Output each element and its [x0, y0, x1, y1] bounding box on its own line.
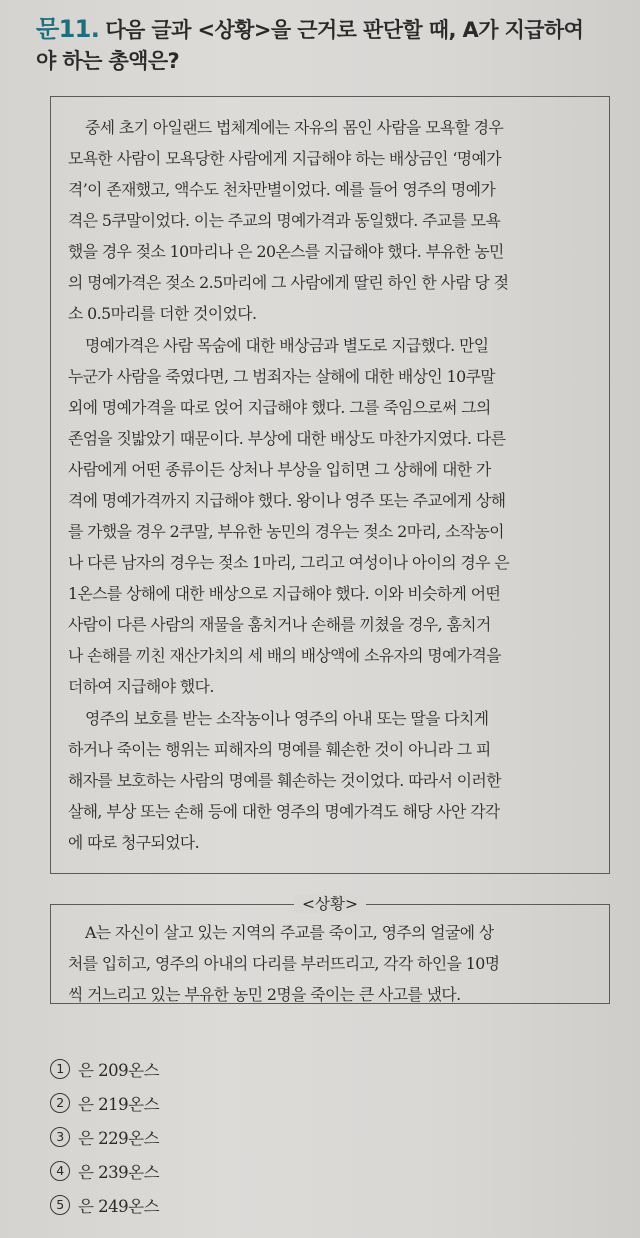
choice-2[interactable]	[50, 1086, 350, 1120]
passage-line: 1온스를 상해에 대한 배상으로 지급해야 했다. 이와 비슷하게 어떤	[68, 584, 501, 603]
choice-text: 은 229온스	[78, 1129, 160, 1148]
choice-number: 3	[50, 1127, 70, 1147]
passage-line: 외에 명예가격을 따로 얹어 지급해야 했다. 그를 죽임으로써 그의	[68, 398, 491, 417]
passage-line: 해자를 보호하는 사람의 명예를 훼손하는 것이었다. 따라서 이러한	[68, 771, 501, 790]
answer-choices	[50, 1052, 350, 1222]
passage-line: 격’이 존재했고, 액수도 천차만별이었다. 예를 들어 영주의 명예가	[68, 180, 496, 199]
choice-5[interactable]	[50, 1188, 350, 1222]
choice-number: 1	[50, 1059, 70, 1079]
question-header	[36, 14, 626, 77]
situation-line: 씩 거느리고 있는 부유한 농민 2명을 죽이는 큰 사고를 냈다.	[68, 985, 461, 1004]
passage-line: 소 0.5마리를 더한 것이었다.	[68, 304, 257, 323]
passage-line: 하거나 죽이는 행위는 피해자의 명예를 훼손한 것이 아니라 그 피	[68, 740, 491, 759]
situation-line: 처를 입히고, 영주의 아내의 다리를 부러뜨리고, 각각 하인을 10명	[68, 954, 500, 973]
passage-line: 의 명예가격은 젖소 2.5마리에 그 사람에게 딸린 하인 한 사람 당 젖	[68, 273, 509, 292]
passage-line: 더하여 지급해야 했다.	[68, 677, 214, 696]
choice-number: 5	[50, 1195, 70, 1215]
passage-line: 격은 5쿠말이었다. 이는 주교의 명예가격과 동일했다. 주교를 모욕	[68, 211, 501, 230]
passage-line: 살해, 부상 또는 손해 등에 대한 영주의 명예가격도 해당 사안 각각	[68, 802, 500, 821]
passage-line: 를 가했을 경우 2쿠말, 부유한 농민의 경우는 젖소 2마리, 소작농이	[68, 522, 504, 541]
situation-line: A는 자신이 살고 있는 지역의 주교를 죽이고, 영주의 얼굴에 상	[85, 923, 494, 942]
question-line-1	[36, 14, 626, 46]
passage-line: 존엄을 짓밟았기 때문이다. 부상에 대한 배상도 마찬가지였다. 다른	[68, 429, 506, 448]
situation-title: <상황>	[294, 895, 366, 913]
choice-4[interactable]	[50, 1154, 350, 1188]
choice-text: 은 219온스	[78, 1095, 160, 1114]
passage-line: 영주의 보호를 받는 소작농이나 영주의 아내 또는 딸을 다치게	[85, 709, 489, 728]
situation-box	[50, 895, 610, 1004]
passage-line: 에 따로 청구되었다.	[68, 833, 200, 852]
passage-line: 모욕한 사람이 모욕당한 사람에게 지급해야 하는 배상금인 ‘명예가	[68, 149, 501, 168]
passage-box	[50, 96, 610, 874]
question-text-1: 다음 글과 <상황>을 근거로 판단할 때, A가 지급하여	[105, 18, 584, 42]
choice-number: 2	[50, 1093, 70, 1113]
passage-line: 사람에게 어떤 종류이든 상처나 부상을 입히면 그 상해에 대한 가	[68, 460, 491, 479]
passage-line: 나 다른 남자의 경우는 젖소 1마리, 그리고 여성이나 아이의 경우 은	[68, 553, 510, 572]
passage-line: 명예가격은 사람 목숨에 대한 배상금과 별도로 지급했다. 만일	[85, 336, 489, 355]
question-text-2: 야 하는 총액은?	[36, 49, 180, 73]
passage-line: 나 손해를 끼친 재산가치의 세 배의 배상액에 소유자의 명예가격을	[68, 646, 501, 665]
choice-1[interactable]	[50, 1052, 350, 1086]
choice-number: 4	[50, 1161, 70, 1181]
choice-text: 은 209온스	[78, 1061, 160, 1080]
choice-text: 은 239온스	[78, 1163, 160, 1182]
choice-text: 은 249온스	[78, 1197, 160, 1216]
choice-3[interactable]	[50, 1120, 350, 1154]
situation-title-wrap	[51, 892, 609, 914]
passage-line: 사람이 다른 사람의 재물을 훔치거나 손해를 끼쳤을 경우, 훔치거	[68, 615, 491, 634]
question-number: 문11.	[36, 15, 100, 43]
passage-line: 누군가 사람을 죽였다면, 그 범죄자는 살해에 대한 배상인 10쿠말	[68, 367, 495, 386]
passage-line: 격에 명예가격까지 지급해야 했다. 왕이나 영주 또는 주교에게 상해	[68, 491, 506, 510]
passage-line: 중세 초기 아일랜드 법체계에는 자유의 몸인 사람을 모욕할 경우	[85, 118, 504, 137]
passage-line: 했을 경우 젖소 10마리나 은 20온스를 지급해야 했다. 부유한 농민	[68, 242, 504, 261]
